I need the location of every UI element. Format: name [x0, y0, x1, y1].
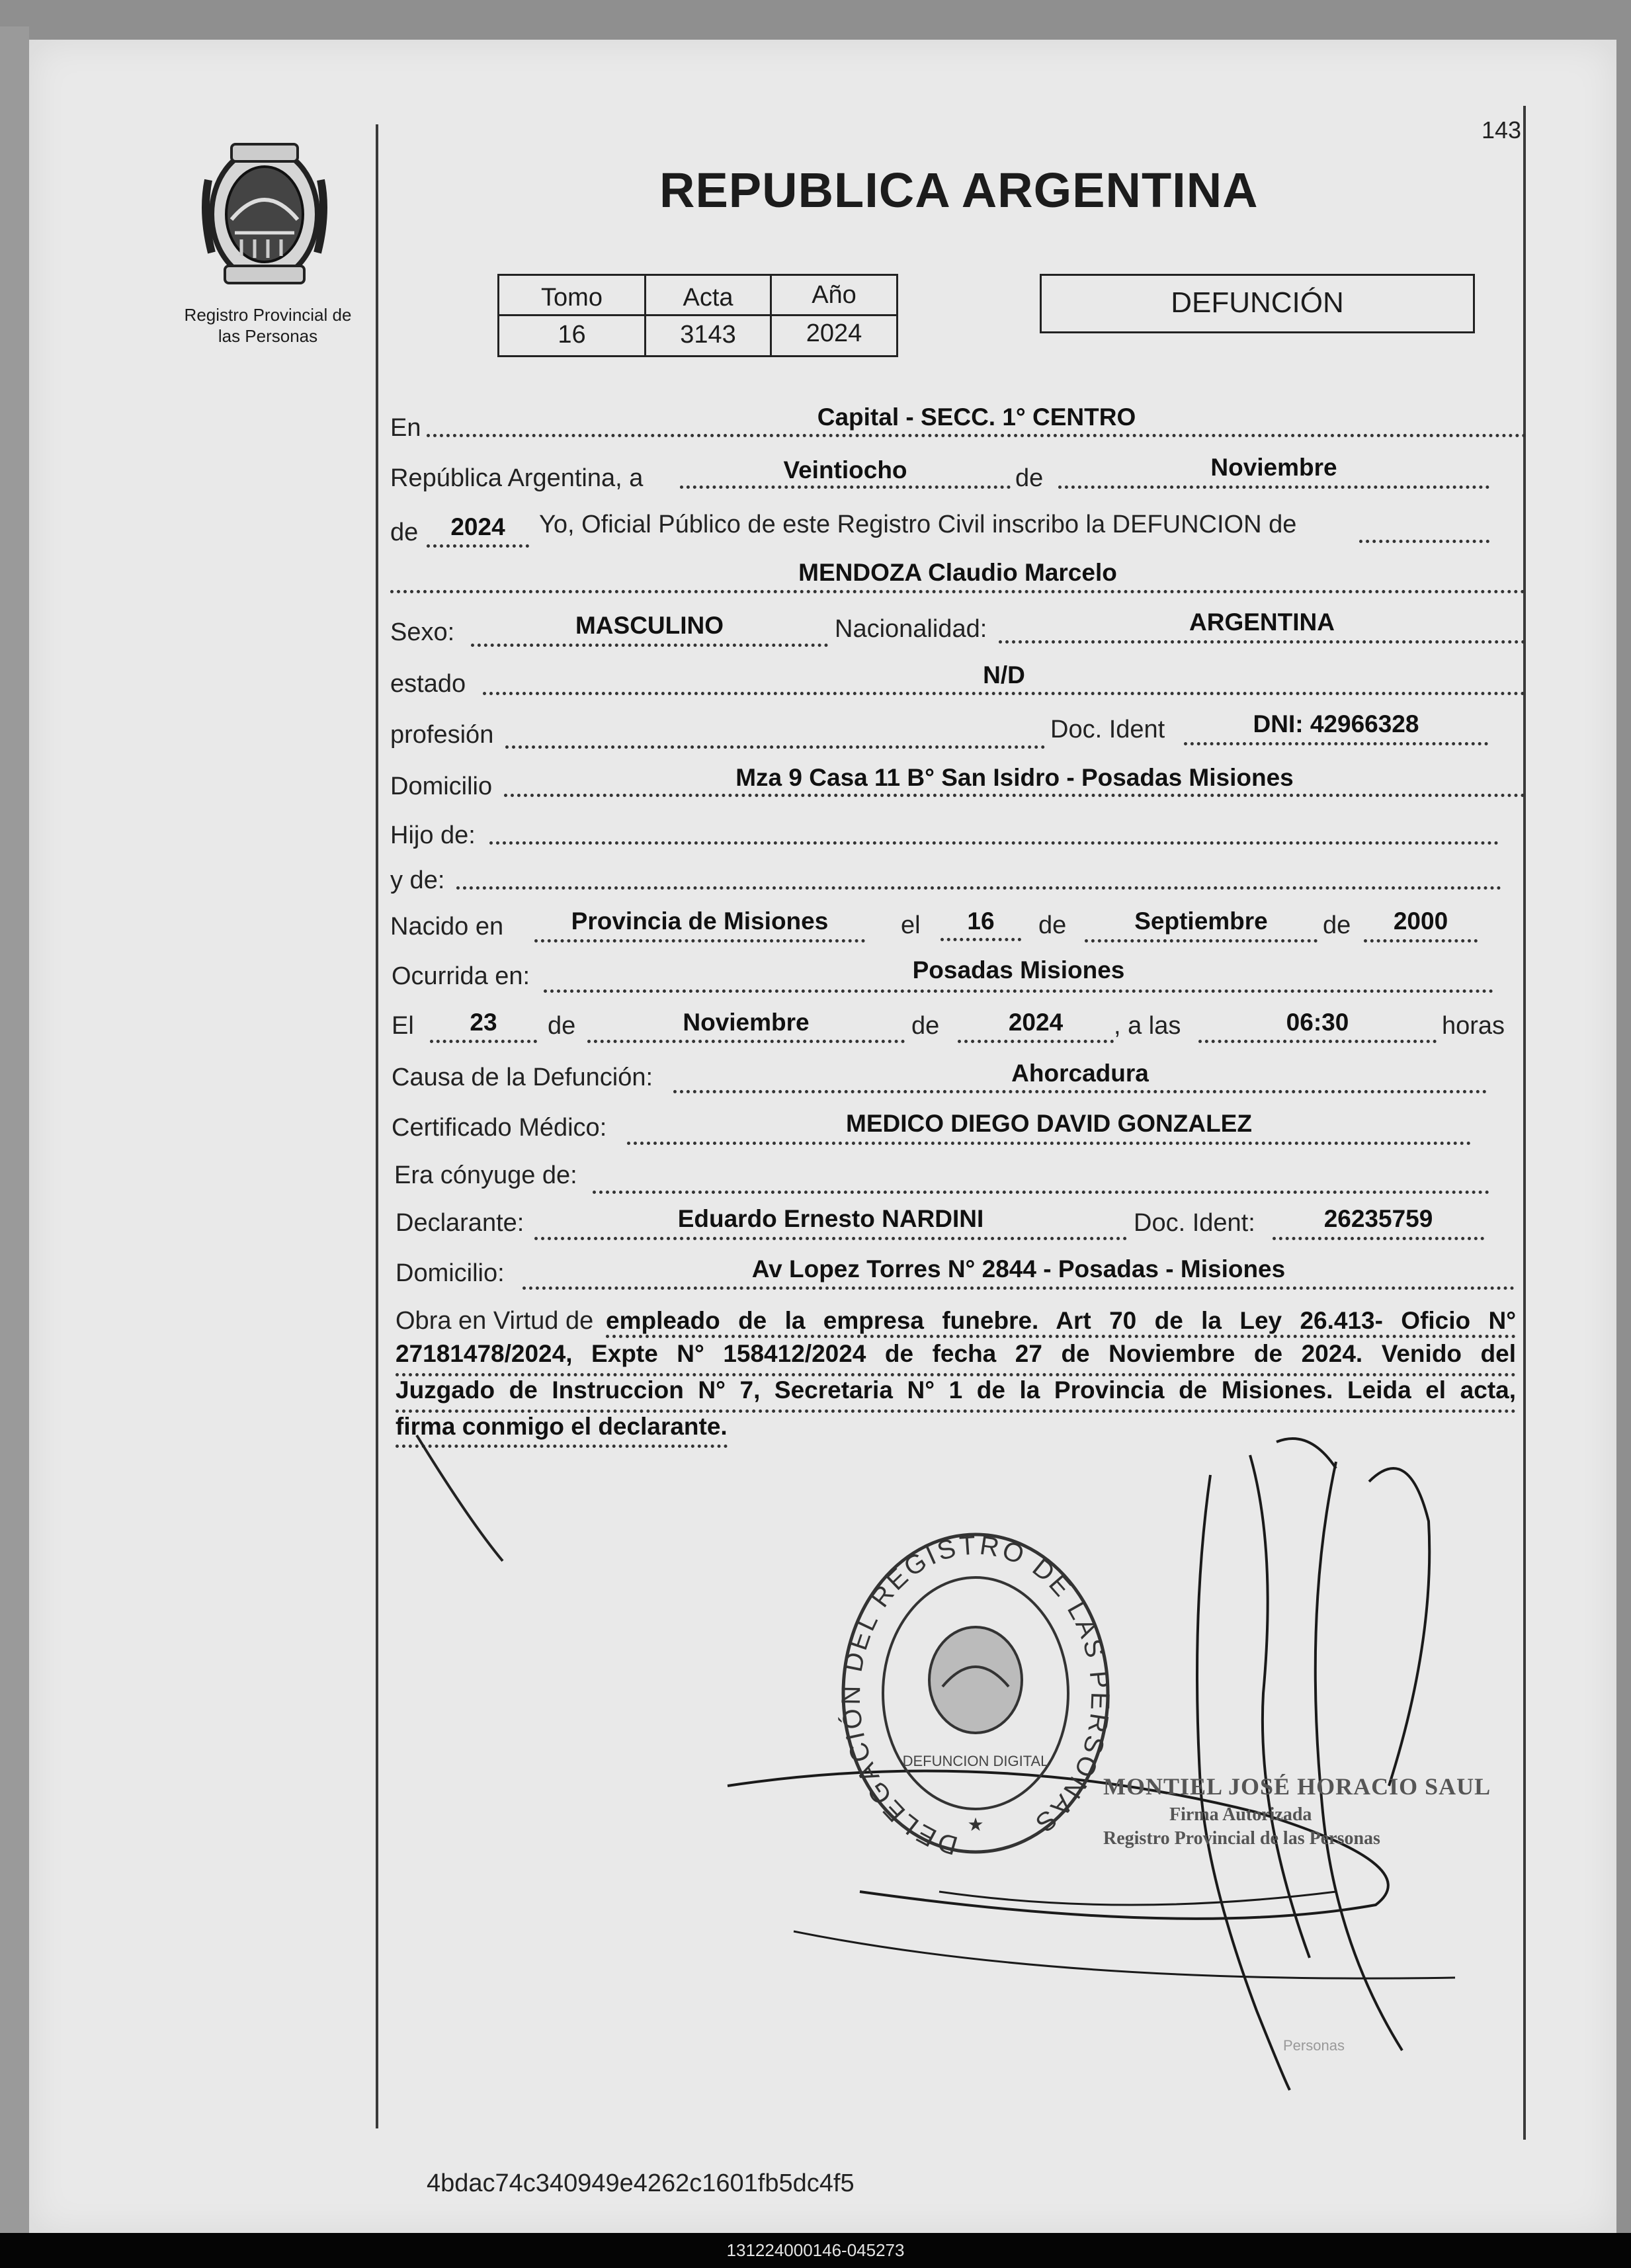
horas-label: horas	[1442, 1012, 1505, 1040]
birth-year: 2000	[1393, 907, 1448, 935]
deceased-name: MENDOZA Claudio Marcelo	[798, 559, 1117, 586]
ocurrida-value: Posadas Misiones	[912, 956, 1125, 984]
nacionalidad-label: Nacionalidad:	[835, 615, 987, 643]
tomo-header: Tomo	[541, 284, 603, 312]
logo-caption-line1: Registro Provincial de	[184, 305, 352, 325]
domicilio2-value: Av Lopez Torres N° 2844 - Posadas - Misiones	[751, 1255, 1286, 1282]
domicilio2-line	[523, 1286, 1515, 1290]
day-line	[680, 485, 1011, 489]
year-line	[427, 544, 529, 548]
doc-type-box	[1040, 274, 1475, 333]
causa-line	[673, 1090, 1487, 1093]
death-time-line	[1198, 1040, 1437, 1043]
death-year: 2024	[1008, 1009, 1064, 1036]
yo-tail-line	[1359, 540, 1489, 543]
de-label: de	[1015, 464, 1044, 492]
doc-ident-line	[1184, 742, 1488, 745]
de-label-6: de	[911, 1012, 940, 1040]
ano-value: 2024	[806, 319, 862, 347]
doc-type: DEFUNCIÓN	[1171, 286, 1344, 319]
nacido-line	[534, 939, 865, 943]
domicilio2-label: Domicilio:	[396, 1259, 505, 1287]
birth-day: 16	[967, 907, 995, 935]
birth-month: Septiembre	[1134, 907, 1268, 935]
month-line	[1058, 485, 1489, 489]
official-stamp	[1103, 1773, 1491, 1849]
death-day-line	[430, 1040, 537, 1043]
footer-code: 131224000146-045273	[726, 2240, 905, 2260]
domicilio-label: Domicilio	[390, 773, 493, 800]
footer-bar	[0, 2233, 1631, 2268]
tomo-value: 16	[558, 321, 586, 349]
logo-caption-line2: las Personas	[218, 326, 318, 346]
obra-line-4: firma conmigo el declarante.	[396, 1413, 728, 1448]
certificado-line	[627, 1142, 1471, 1145]
sexo-line	[471, 644, 828, 647]
year-value: 2024	[450, 513, 505, 540]
yde-line	[456, 886, 1501, 890]
en-line	[427, 434, 1526, 437]
conyuge-line	[593, 1191, 1489, 1194]
nacionalidad-value: ARGENTINA	[1189, 609, 1335, 636]
declarante-line	[534, 1237, 1127, 1240]
birth-year-line	[1364, 939, 1478, 943]
day-value: Veintiocho	[783, 456, 907, 483]
estado-label: estado	[390, 670, 466, 698]
stamp-star-icon: ★	[967, 1814, 984, 1835]
obra-label: Obra en Virtud de	[396, 1307, 594, 1335]
stamp-inner-text: DEFUNCION DIGITAL	[902, 1753, 1049, 1769]
el2-label: El	[392, 1012, 414, 1040]
de-label-3: de	[1038, 911, 1067, 939]
de-label-4: de	[1323, 911, 1351, 939]
doc-ident-value: DNI: 42966328	[1253, 710, 1419, 737]
domicilio-line	[504, 794, 1525, 797]
acta-header: Acta	[683, 284, 733, 312]
nacido-label: Nacido en	[390, 913, 504, 941]
under-sheet-edge	[0, 26, 29, 2233]
registry-table	[497, 274, 898, 357]
el-label: el	[901, 911, 921, 939]
causa-label: Causa de la Defunción:	[392, 1064, 653, 1091]
death-year-line	[958, 1040, 1114, 1043]
birth-month-line	[1085, 939, 1317, 943]
doc-ident2-value: 26235759	[1323, 1205, 1433, 1232]
doc-ident-label: Doc. Ident	[1050, 716, 1165, 743]
ocurrida-label: Ocurrida en:	[392, 962, 530, 990]
domicilio-value: Mza 9 Casa 11 B° San Isidro - Posadas Misiones	[735, 764, 1294, 791]
en-value: Capital - SECC. 1° CENTRO	[817, 403, 1136, 431]
ano-header: Año	[812, 281, 857, 309]
nacido-value: Provincia de Misiones	[571, 907, 829, 935]
sexo-value: MASCULINO	[575, 612, 724, 639]
month-value: Noviembre	[1210, 454, 1337, 481]
acta-value: 3143	[680, 321, 736, 349]
conyuge-label: Era cónyuge de:	[394, 1161, 577, 1189]
profesion-line	[505, 745, 1045, 749]
estado-line	[483, 692, 1525, 695]
official-role: Firma Autorizada	[1169, 1804, 1312, 1825]
republica-label: República Argentina, a	[390, 464, 644, 492]
en-label: En	[390, 414, 421, 442]
official-institution: Registro Provincial de las Personas	[1103, 1828, 1380, 1849]
causa-value: Ahorcadura	[1011, 1060, 1149, 1087]
de-label-2: de	[390, 519, 419, 546]
document-hash: 4bdac74c340949e4262c1601fb5dc4f5	[427, 2169, 855, 2197]
certificado-value: MEDICO DIEGO DAVID GONZALEZ	[846, 1110, 1252, 1137]
yo-text: Yo, Oficial Público de este Registro Civil inscribo la DEFUNCION de	[539, 511, 1297, 538]
obra-line-3: Juzgado de Instruccion N° 7, Secretaria N° 1 de la Provincia de Misiones. Leida el acta,	[396, 1376, 1516, 1413]
declarante-value: Eduardo Ernesto NARDINI	[677, 1205, 984, 1232]
profesion-label: profesión	[390, 721, 494, 749]
page-number: 143	[1482, 116, 1522, 144]
obra-line-2: 27181478/2024, Expte N° 158412/2024 de fecha 27 de Noviembre de 2024. Venido del	[396, 1340, 1516, 1376]
death-day: 23	[470, 1009, 497, 1036]
hijo-label: Hijo de:	[390, 821, 476, 849]
doc-ident2-line	[1273, 1237, 1484, 1240]
death-time: 06:30	[1286, 1009, 1349, 1036]
alas-label: , a las	[1114, 1012, 1181, 1040]
hijo-line	[489, 841, 1499, 845]
birth-day-line	[941, 938, 1021, 941]
death-month-line	[587, 1040, 905, 1043]
estado-value: N/D	[983, 661, 1025, 689]
doc-ident2-label: Doc. Ident:	[1134, 1209, 1255, 1237]
de-label-5: de	[548, 1012, 576, 1040]
nacionalidad-line	[999, 640, 1525, 644]
yde-label: y de:	[390, 866, 445, 894]
stamp-ring-text: DELEGACIÓN DEL REGISTRO DE LAS PERSONAS	[837, 1531, 1114, 1859]
provincia-misiones-logo	[195, 140, 334, 289]
certificado-label: Certificado Médico:	[392, 1114, 607, 1142]
sexo-label: Sexo:	[390, 618, 455, 646]
name-line	[390, 590, 1525, 593]
registry-stamp	[837, 1528, 1114, 1859]
left-margin-line	[376, 124, 378, 2128]
death-month: Noviembre	[683, 1009, 810, 1036]
ocurrida-line	[544, 989, 1493, 993]
obra-line-1: empleado de la empresa funebre. Art 70 de la Ley 26.413- Oficio N°	[606, 1307, 1516, 1338]
official-name: MONTIEL JOSÉ HORACIO SAUL	[1103, 1773, 1491, 1800]
logo-caption	[175, 304, 360, 347]
faint-text: Personas	[1283, 2037, 1345, 2054]
declarante-label: Declarante:	[396, 1209, 524, 1237]
page-title: REPUBLICA ARGENTINA	[659, 163, 1259, 218]
